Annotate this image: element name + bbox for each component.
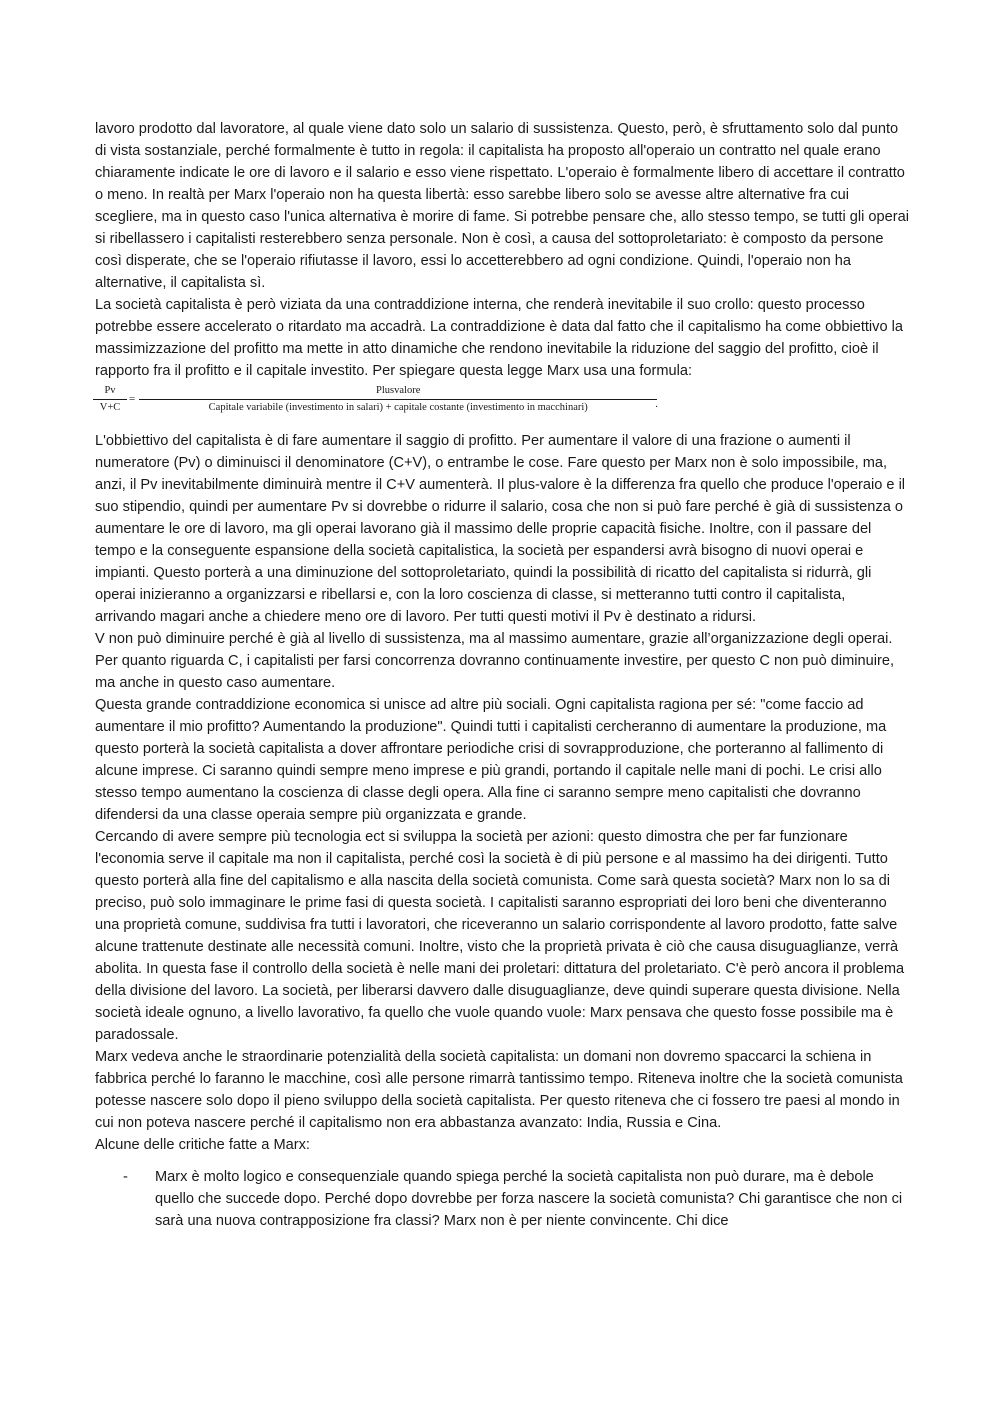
paragraph: La società capitalista è però viziata da una contraddizione interna, che renderà inevitabile il suo crollo: questo processo potrebbe essere accelerato o ritardato ma accadrà. La contraddizione è data dal fatto che il capitalismo ha come obbiettivo la massimizzazione del profitto ma mette in atto dinamiche che rendono inevitabile la riduzione del saggio del profitto, cioè il rapporto fra il profitto e il capitale investito. Per spiegare questa legge Marx usa una formula: xyxy=(95,297,903,379)
profit-rate-formula xyxy=(95,382,910,416)
formula-right-fraction xyxy=(141,384,655,415)
list-item-text: Marx è molto logico e consequenziale quando spiega perché la società capitalista non può durare, ma è debole quello che succede dopo. Perché dopo dovrebbe per forza nascere la società comunista? Chi garantisce che non ci sarà una nuova contrapposizione fra classi? Marx non è per niente convincente. Chi dice xyxy=(155,1169,903,1229)
formula-equals: = xyxy=(129,393,136,405)
paragraph: V non può diminuire perché è già al livello di sussistenza, ma al massimo aumentare, grazie all’organizzazione degli operai. Per quanto riguarda C, i capitalisti per farsi concorrenza dovranno continuamente investire, per questo C non può diminuire, ma anche in questo caso aumentare. xyxy=(95,631,895,691)
paragraph: Marx vedeva anche le straordinarie potenzialità della società capitalista: un domani non dovremo spaccarci la schiena in fabbrica perché lo faranno le macchine, così alle persone rimarrà tantissimo tempo. Riteneva inoltre che la società comunista potesse nascere solo dopo il pieno sviluppo della società capitalista. Per questo riteneva che ci fossero tre paesi al mondo in cui non poteva nascere perché il capitalismo non era abbastanza avanzato: India, Russia e Cina. xyxy=(95,1049,903,1131)
formula-right-denominator: Capitale variabile (investimento in salari) + capitale costante (investimento in macchinari) xyxy=(208,401,588,413)
criticism-list xyxy=(95,1166,910,1232)
formula-left-denominator: V+C xyxy=(99,401,121,413)
paragraph: Cercando di avere sempre più tecnologia ect si sviluppa la società per azioni: questo dimostra che per far funzionare l'economia serve il capitale ma non il capitalista, perché così la società è di più persone e al massimo ha dei dirigenti. Tutto questo porterà alla fine del capitalismo e alla nascita della società comunista. Come sarà questa società? Marx non lo sa di preciso, può solo immaginare le prime fasi di questa società. I capitalisti saranno espropriati dei loro beni che diventeranno una proprietà comune, suddivisa fra tutti i lavoratori, che riceveranno un salario corrispondente al lavoro prodotto, fatte salve alcune trattenute destinate alle necessità comuni. Inoltre, visto che la proprietà privata è ciò che causa disuguaglianze, verrà abolita. In questa fase il controllo della società è nelle mani dei proletari: dittatura del proletariato. C'è però ancora il problema della divisione del lavoro. La società, per liberarsi davvero dalle disuguaglianze, deve quindi superare questa divisione. Nella società ideale ognuno, a livello lavorativo, fa quello che vuole quando vuole: Marx pensava che questo fosse possibile ma è paradossale. xyxy=(95,829,905,1043)
paragraph: lavoro prodotto dal lavoratore, al quale viene dato solo un salario di sussistenza. Questo, però, è sfruttamento solo dal punto di vista sostanziale, perché formalmente è tutto in regola: il capitalista ha proposto all'operaio un contratto nel quale erano chiaramente indicate le ore di lavoro e il salario e esso viene rispettato. L'operaio è formalmente libero di accettare il contratto o meno. In realtà per Marx l'operaio non ha questa libertà: esso sarebbe libero solo se avesse altre alternative fra cui scegliere, ma in questo caso l'unica alternativa è morire di fame. Si potrebbe pensare che, allo stesso tempo, se tutti gli operai si ribellassero i capitalisti resterebbero senza personale. Non è così, a causa del sottoproletariato: è composto da persone così disperate, che se l'operaio rifiutasse il lavoro, essi lo accetterebbero ad ogni condizione. Quindi, l'operaio non ha alternative, il capitalista sì. xyxy=(95,121,909,291)
list-bullet: - xyxy=(123,1169,128,1185)
paragraph: Questa grande contraddizione economica si unisce ad altre più sociali. Ogni capitalista ragiona per sé: "come faccio ad aumentare il mio profitto? Aumentando la produzione". Quindi tutti i capitalisti cercheranno di aumentare la produzione, ma questo porterà la società capitalista a dover affrontare periodiche crisi di sovrapproduzione, che porteranno al fallimento di alcune imprese. Ci saranno quindi sempre meno imprese e più grandi, portando il capitale nelle mani di pochi. Le crisi allo stesso tempo aumentano la coscienza di classe degli opera. Alla fine ci saranno sempre meno capitalisti che dovranno difendersi da una classe operaia sempre più organizzata e grande. xyxy=(95,697,887,823)
formula-period: . xyxy=(655,399,658,410)
paragraph: Alcune delle critiche fatte a Marx: xyxy=(95,1137,310,1153)
list-item xyxy=(95,1166,910,1232)
formula-right-numerator: Plusvalore xyxy=(139,384,657,400)
paragraph: L'obbiettivo del capitalista è di fare aumentare il saggio di profitto. Per aumentare il valore di una frazione o aumenti il numeratore (Pv) o diminuisci il denominatore (C+V), o entrambe le cose. Fare questo per Marx non è solo impossibile, ma, anzi, il Pv inevitabilmente diminuirà mentre il C+V aumenterà. Il plus-valore è la differenza fra quello che produce l'operaio e il suo stipendio, quindi per aumentare Pv si dovrebbe o ridurre il salario, cosa che non si può fare perché è già di sussistenza o aumentare le ore di lavoro, ma gli operai lavorano già il massimo delle proprie capacità fisiche. Inoltre, con il passare del tempo e la conseguente espansione della società capitalistica, la società per espandersi avrà bisogno di nuovi operai e impianti. Questo porterà a una diminuzione del sottoproletariato, quindi la possibilità di ricatto del capitalista si ridurrà, gli operai inizieranno a organizzarsi e ribellarsi e, con la loro coscienza di classe, si metteranno tutti contro il capitalista, arrivando magari anche a chiedere meno ore di lavoro. Per tutti questi motivi il Pv è destinato a ridursi. xyxy=(95,433,906,625)
document-page xyxy=(95,118,910,1232)
formula-left-fraction xyxy=(95,384,125,415)
formula-left-numerator: Pv xyxy=(93,384,127,400)
